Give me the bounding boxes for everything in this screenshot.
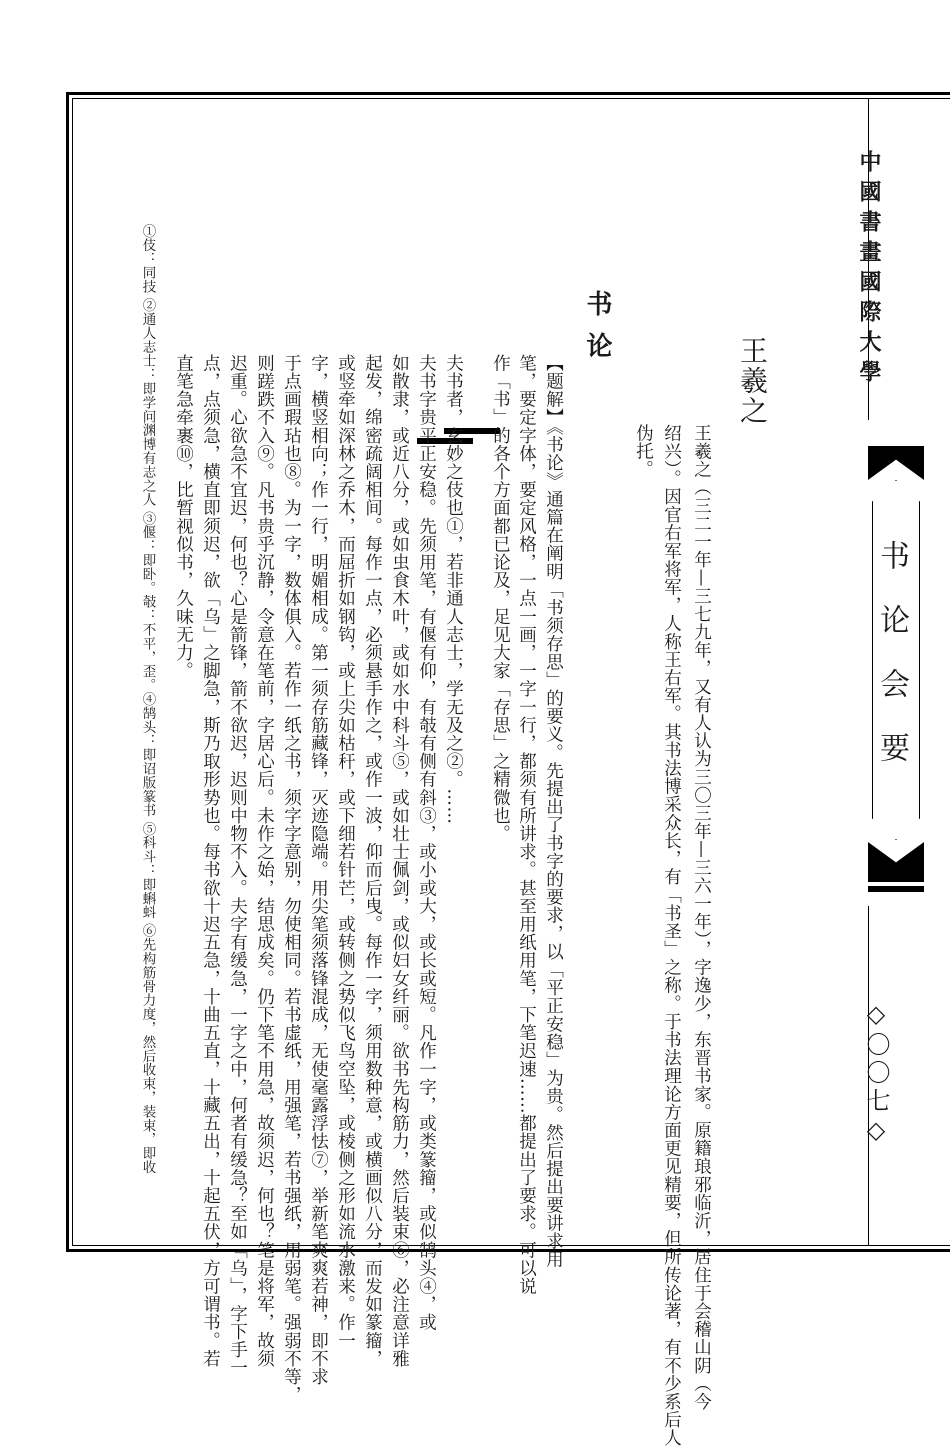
ornament-band	[868, 886, 924, 892]
section-title: 书论	[582, 290, 612, 374]
bio-line: 伪托。	[633, 424, 654, 479]
text-line: 字，横竖相向；作一行，明媚相成。第一须存筋藏锋，灭迹隐端。用尖笔须落锋混成，无使毫露浮怯⑦，举新笔爽爽若神，即不求	[308, 354, 329, 1386]
text-line: 如散隶，或近八分，或如虫食木叶，或如水中科斗⑤，或如壮士佩剑，或似妇女纤丽。欲书先构筋力，然后装束⑥，必注意详雅	[389, 354, 410, 1368]
text-line: 点，点须急，横直即须迟，欲「乌」之脚急，斯乃取形势也。每书欲十迟五急，十曲五直，十藏五出，十起五伏，方可谓书。若	[200, 354, 221, 1368]
text-line: 起发，绵密疏阔相间。每作一点，必须悬手作之，或作一波，仰而后曳。每作一字，须用数种意，或横画似八分，而发如篆籀，	[362, 354, 383, 1368]
intro-line: 【题解】《书论》通篇在阐明「书须存思」的要义。先提出了书字的要求，以「平正安稳」为贵。然后提出要讲求用	[543, 354, 564, 1269]
text-line: 迟重。心欲急不宜迟，何也？心是箭锋，箭不欲迟，迟则中物不入。夫字有缓急，一字之中，何者有缓急？至如「乌」，字下手一	[227, 354, 248, 1377]
ornament-band	[868, 876, 924, 882]
intro-line: 作「书」的各个方面都已论及，足见大家「存思」之精微也。	[490, 354, 511, 843]
text-line: 则蹉跌不入⑨。凡书贵乎沉静，令意在笔前，字居心后。未作之始，结思成矣。仍下笔不用急，故须迟，何也？笔是将军，故须	[254, 354, 275, 1368]
text-line: 于点画瑕玷也⑧。为一字，数体俱入。若作一纸之书，须字字意别，勿使相同。若书虚纸，用强笔，若书强纸，用弱笔。强弱不等，	[281, 354, 302, 1404]
text-line: 夫书字贵平正安稳。先须用笔，有偃有仰，有攲有侧有斜③，或小或大，或长或短。凡作一字，或类篆籀，或似鹄头④，或	[416, 354, 437, 1332]
page-number: ◇〇〇七◇	[862, 1000, 890, 1148]
footnote: ①伎：同技 ②通人志士：即学问渊博有志之人 ③偃：即卧。攲：不平，歪。④鹄头：即诏版篆书 ⑤科斗：即蝌蚪 ⑥先构筋骨力度，然后收束，装束，即收	[139, 224, 156, 1175]
text-line: 夫书者，玄妙之伎也①，若非通人志士，学无及之②。……	[443, 354, 464, 825]
text-line: 直笔急牵裹⑩，比暂视似书，久味无力。	[173, 354, 194, 680]
author-heading: 王羲之	[736, 336, 769, 426]
school-name: 中國書畫國際大學	[856, 150, 882, 390]
bio-line: 王羲之（三二一年—三七九年，又有人认为三〇三年—三六一年），字逸少，东晋书家。原籍琅邪临沂，居住于会稽山阴（今	[691, 424, 712, 1411]
book-title: 书论会要	[874, 540, 909, 796]
text-line: 或竖牵如深林之乔木，而屈折如钢钩，或上尖如枯秆，或下细若针芒，或转侧之势似飞鸟空坠，或棱侧之形如流水激来。作一	[335, 354, 356, 1350]
intro-line: 笔，要定字体，要定风格，一点一画，一字一行，都须有所讲求。甚至用纸用笔，下笔迟速……都提出了要求。可以说	[516, 354, 537, 1296]
bio-line: 绍兴）。因官右军将军，人称王右军。其书法博采众长，有「书圣」之称。于书法理论方面更见精要，但所传论著，有不少系后人	[661, 424, 682, 1447]
